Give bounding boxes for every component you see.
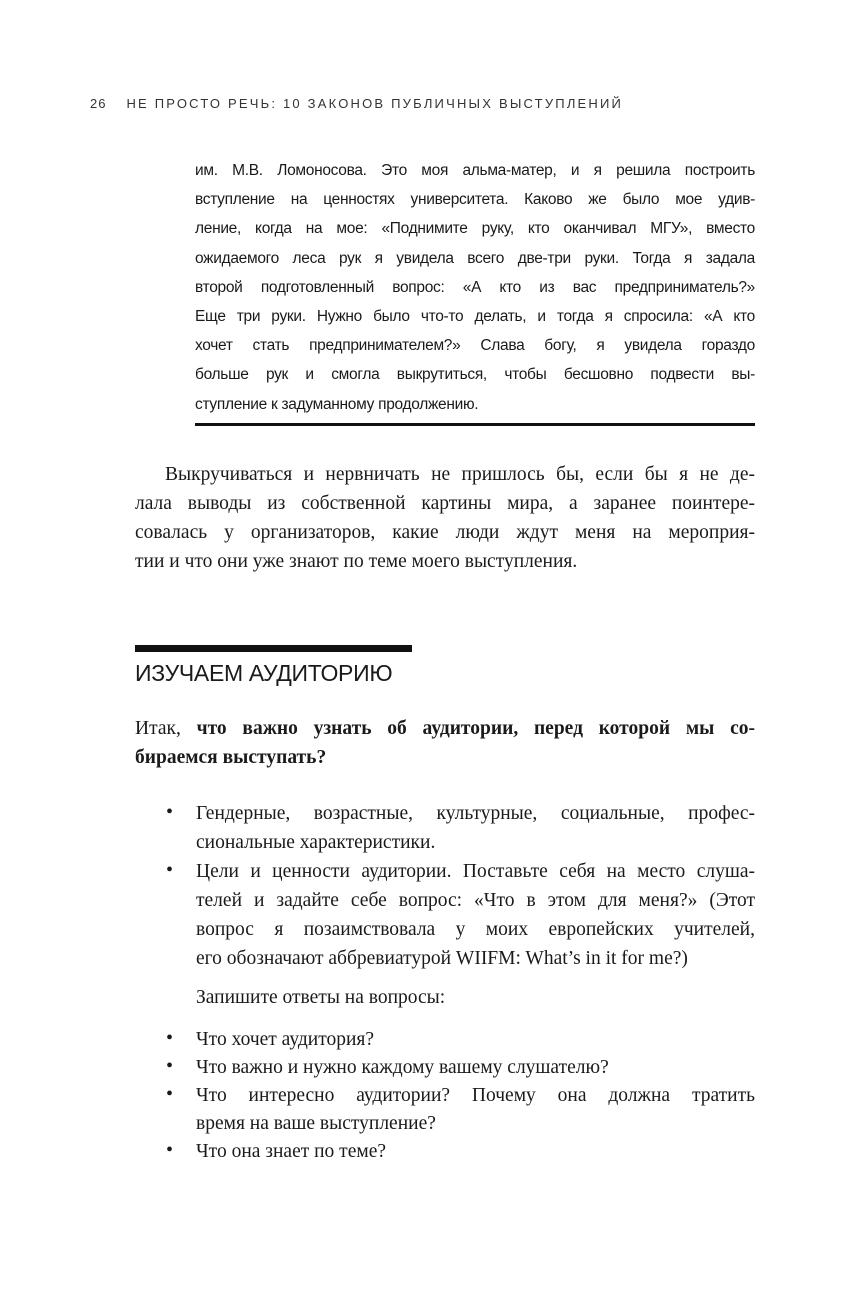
section-heading: ИЗУЧАЕМ АУДИТОРИЮ bbox=[135, 660, 393, 686]
sidebar-line: ступление к задуманному продолжению. bbox=[195, 395, 479, 413]
paragraph-line: совалась у организаторов, какие люди ждут меня на мероприя- bbox=[135, 522, 755, 543]
bullet-icon: • bbox=[166, 1027, 174, 1049]
sidebar-line: им. М.В. Ломоносова. Это моя альма-матер, и я решила построить bbox=[195, 162, 755, 179]
bullet-icon: • bbox=[166, 1139, 174, 1161]
bullet-item-line: Что важно и нужно каждому вашему слушателю? bbox=[196, 1057, 609, 1078]
bullet-item-line: Цели и ценности аудитории. Поставьте себя на место слуша- bbox=[196, 861, 755, 882]
sidebar-line: ление, когда на мое: «Поднимите руку, кто оканчивал МГУ», вместо bbox=[195, 220, 755, 238]
bullet-icon: • bbox=[166, 859, 174, 881]
bullet-item-line: Гендерные, возрастные, культурные, социальные, профес- bbox=[196, 803, 755, 824]
sidebar-line: Еще три руки. Нужно было что-то делать, и тогда я спросила: «А кто bbox=[195, 308, 755, 325]
bullet-item-line: вопрос я позаимствовала у моих европейских учителей, bbox=[196, 919, 755, 940]
bullet-item-line: его обозначают аббревиатурой WIIFM: What’s in it for me?) bbox=[196, 948, 688, 969]
running-title: НЕ ПРОСТО РЕЧЬ: 10 ЗАКОНОВ ПУБЛИЧНЫХ ВЫСТУПЛЕНИЙ bbox=[126, 96, 624, 111]
bullet-icon: • bbox=[166, 801, 174, 823]
sidebar-line: ожидаемого леса рук я увидела всего две-три руки. Тогда я задала bbox=[195, 249, 755, 267]
intro-lead: Итак, bbox=[135, 718, 197, 739]
intro-bold: бираемся выступать? bbox=[135, 747, 327, 768]
sidebar-bottom-rule bbox=[195, 423, 755, 426]
bullet-item-line: время на ваше выступление? bbox=[196, 1113, 436, 1134]
bullet-item-line: Что она знает по теме? bbox=[196, 1141, 387, 1162]
sidebar-line: второй подготовленный вопрос: «А кто из вас предприниматель?» bbox=[195, 278, 755, 296]
paragraph-line: Выкручиваться и нервничать не пришлось бы, если бы я не де- bbox=[165, 464, 755, 485]
running-header bbox=[90, 96, 623, 111]
bullet-icon: • bbox=[166, 1083, 174, 1105]
sidebar-line: вступление на ценностях университета. Каково же было мое удив- bbox=[195, 191, 755, 209]
intro-bold: что важно узнать об аудитории, перед которой мы со- bbox=[196, 718, 755, 739]
bullet-item-line: Что хочет аудитория? bbox=[196, 1029, 375, 1050]
sidebar-line: больше рук и смогла выкрутиться, чтобы бесшовно подвести вы- bbox=[195, 366, 755, 384]
page-number: 26 bbox=[90, 96, 107, 111]
bullet-item-line: Что интересно аудитории? Почему она должна тратить bbox=[196, 1085, 755, 1106]
write-prompt: Запишите ответы на вопросы: bbox=[196, 987, 446, 1008]
heading-rule bbox=[135, 645, 412, 652]
intro-line-1 bbox=[135, 718, 755, 740]
paragraph-line: лала выводы из собственной картины мира, а заранее поинтере- bbox=[135, 493, 755, 514]
bullet-icon: • bbox=[166, 1055, 174, 1077]
bullet-item-line: телей и задайте себе вопрос: «Что в этом для меня?» (Этот bbox=[196, 890, 755, 911]
bullet-item-line: сиональные характеристики. bbox=[196, 832, 436, 853]
paragraph-line: тии и что они уже знают по теме моего выступления. bbox=[135, 551, 578, 572]
sidebar-line: хочет стать предпринимателем?» Слава богу, я увидела гораздо bbox=[195, 337, 755, 355]
intro-line-2 bbox=[135, 747, 755, 769]
